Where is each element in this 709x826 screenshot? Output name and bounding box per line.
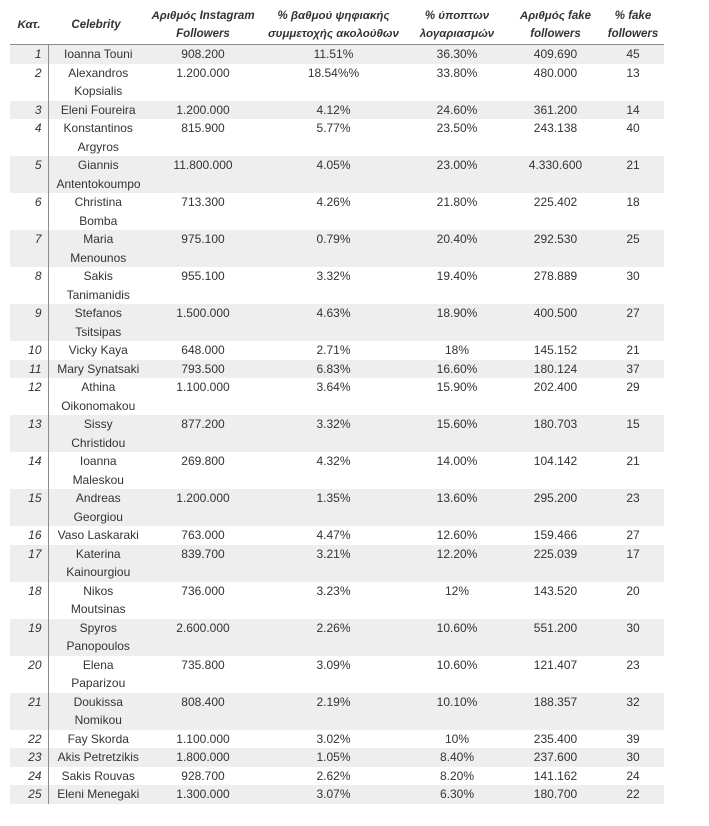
followers-cell: 735.800 [181, 657, 225, 672]
celebrity-cell: Konstantinos Argyros [63, 121, 133, 154]
fake-count-cell: 202.400 [533, 380, 578, 394]
fake-percent-cell: 30 [602, 619, 664, 656]
followers-cell: 1.500.000 [144, 304, 262, 341]
celebrity-cell: Giannis Antentokoumpo [48, 156, 144, 193]
fake-percent-cell: 21 [626, 454, 640, 468]
engagement-cell: 2.71% [316, 343, 351, 357]
followers-cell: 1.200.000 [144, 489, 262, 526]
fake-percent-cell: 25 [602, 230, 664, 267]
table-row [10, 45, 664, 64]
suspicious-cell: 23.50% [436, 121, 478, 135]
suspicious-cell: 12.60% [436, 528, 478, 542]
table-row [10, 119, 664, 156]
engagement-cell: 3.09% [316, 657, 351, 672]
fake-count-cell: 121.407 [533, 657, 578, 672]
suspicious-cell: 12% [444, 583, 470, 598]
fake-count-cell: 295.200 [509, 489, 602, 526]
table-row [10, 193, 664, 230]
celebrity-cell: Nikos Moutsinas [70, 583, 126, 616]
suspicious-cell: 8.40% [405, 748, 509, 767]
celebrity-cell: Stefanos Tsitsipas [48, 304, 144, 341]
table-row [10, 378, 664, 415]
table-body [10, 45, 664, 804]
followers-cell: 1.800.000 [144, 748, 262, 767]
suspicious-cell: 10.60% [436, 657, 478, 672]
celebrity-cell: Sakis Rouvas [61, 768, 135, 783]
suspicious-cell: 20.40% [405, 230, 509, 267]
suspicious-cell: 14.00% [436, 454, 478, 468]
header-fake-followers-count: Αριθμός fake followers [509, 6, 602, 45]
fake-percent-cell: 37 [602, 360, 664, 379]
suspicious-cell: 21.80% [436, 195, 478, 209]
followers-cell: 793.500 [144, 360, 262, 379]
table-row [10, 730, 664, 749]
followers-cell: 736.000 [181, 583, 225, 598]
fake-percent-cell: 45 [602, 45, 664, 64]
suspicious-cell: 15.60% [405, 415, 509, 452]
rank-cell: 13 [10, 415, 48, 452]
celebrity-cell: Katerina Kainourgiou [48, 545, 144, 582]
fake-percent-cell: 17 [602, 545, 664, 582]
table-row [10, 582, 664, 619]
header-row [10, 6, 664, 45]
followers-cell: 713.300 [181, 195, 225, 209]
table-row [10, 785, 664, 804]
table-row [10, 619, 664, 656]
suspicious-cell: 33.80% [436, 65, 478, 80]
engagement-cell: 3.32% [262, 415, 405, 452]
rank-cell: 16 [10, 526, 48, 545]
suspicious-cell: 16.60% [405, 360, 509, 379]
suspicious-cell: 6.30% [405, 785, 509, 804]
suspicious-cell: 12.20% [405, 545, 509, 582]
fake-count-cell: 143.520 [533, 583, 578, 598]
table-header [10, 6, 664, 45]
fake-count-cell: 292.530 [509, 230, 602, 267]
engagement-cell: 5.77% [316, 121, 351, 135]
fake-count-cell: 400.500 [509, 304, 602, 341]
table-row [10, 156, 664, 193]
celebrity-cell: Sissy Christidou [48, 415, 144, 452]
followers-cell: 1.200.000 [144, 101, 262, 120]
header-instagram-followers: Αριθμός Instagram Followers [144, 6, 262, 45]
fake-percent-cell: 39 [626, 731, 640, 746]
rank-cell: 14 [10, 452, 48, 489]
fake-count-cell: 180.700 [509, 785, 602, 804]
rank-cell: 22 [10, 730, 48, 749]
rank-cell: 5 [10, 156, 48, 193]
table-row [10, 748, 664, 767]
fake-count-cell: 225.402 [533, 195, 578, 209]
engagement-cell: 1.05% [262, 748, 405, 767]
table-row [10, 452, 664, 489]
followers-cell: 11.800.000 [144, 156, 262, 193]
suspicious-cell: 10.60% [405, 619, 509, 656]
followers-cell: 955.100 [181, 269, 225, 283]
fake-count-cell: 409.690 [509, 45, 602, 64]
rank-cell: 10 [10, 341, 48, 360]
followers-cell: 1.100.000 [176, 380, 230, 394]
rank-cell: 17 [10, 545, 48, 582]
followers-cell: 928.700 [181, 768, 225, 783]
fake-count-cell: 361.200 [509, 101, 602, 120]
rank-cell: 24 [10, 767, 48, 786]
followers-cell: 839.700 [144, 545, 262, 582]
fake-percent-cell: 32 [602, 693, 664, 730]
celebrity-cell: Spyros Panopoulos [48, 619, 144, 656]
suspicious-cell: 18% [444, 343, 470, 357]
rank-cell: 11 [10, 360, 48, 379]
engagement-cell: 2.19% [262, 693, 405, 730]
fake-count-cell: 225.039 [509, 545, 602, 582]
engagement-cell: 4.12% [262, 101, 405, 120]
table-row [10, 656, 664, 693]
fake-count-cell: 235.400 [533, 731, 578, 746]
rank-cell: 18 [10, 582, 48, 619]
followers-cell: 908.200 [144, 45, 262, 64]
celebrity-cell: Christina Bomba [74, 195, 122, 228]
rank-cell: 12 [10, 378, 48, 415]
followers-cell: 815.900 [181, 121, 225, 135]
fake-count-cell: 278.889 [533, 269, 578, 283]
fake-count-cell: 4.330.600 [509, 156, 602, 193]
fake-count-cell: 104.142 [533, 454, 578, 468]
fake-percent-cell: 40 [626, 121, 640, 135]
table-row [10, 545, 664, 582]
engagement-cell: 4.47% [316, 528, 351, 542]
suspicious-cell: 15.90% [436, 380, 478, 394]
header-celebrity: Celebrity [48, 6, 144, 45]
followers-cell: 648.000 [181, 343, 225, 357]
suspicious-cell: 8.20% [439, 768, 475, 783]
suspicious-cell: 19.40% [436, 269, 478, 283]
table-row [10, 304, 664, 341]
fake-count-cell: 551.200 [509, 619, 602, 656]
rank-cell: 7 [10, 230, 48, 267]
engagement-cell: 4.05% [262, 156, 405, 193]
suspicious-cell: 10% [444, 731, 470, 746]
celebrity-cell: Athina Oikonomakou [61, 380, 136, 413]
rank-cell: 20 [10, 656, 48, 693]
celebrity-cell: Ioanna Touni [48, 45, 144, 64]
table-row [10, 230, 664, 267]
fake-percent-cell: 27 [602, 304, 664, 341]
followers-cell: 1.100.000 [176, 731, 230, 746]
rank-cell: 1 [10, 45, 48, 64]
followers-cell: 1.300.000 [144, 785, 262, 804]
fake-percent-cell: 21 [602, 156, 664, 193]
fake-count-cell: 180.703 [509, 415, 602, 452]
rank-cell: 23 [10, 748, 48, 767]
engagement-cell: 6.83% [262, 360, 405, 379]
fake-count-cell: 159.466 [533, 528, 578, 542]
rank-cell: 15 [10, 489, 48, 526]
header-engagement-rate: % βαθμού ψηφιακής συμμετοχής ακολούθων [262, 6, 405, 45]
engagement-cell: 3.64% [316, 380, 351, 394]
header-rank: Κατ. [10, 6, 48, 45]
table-row [10, 64, 664, 101]
celebrity-cell: Akis Petretzikis [48, 748, 144, 767]
table-row [10, 489, 664, 526]
celebrity-cell: Andreas Georgiou [48, 489, 144, 526]
engagement-cell: 4.26% [316, 195, 351, 209]
followers-cell: 877.200 [144, 415, 262, 452]
suspicious-cell: 10.10% [405, 693, 509, 730]
suspicious-cell: 23.00% [405, 156, 509, 193]
fake-percent-cell: 13 [626, 65, 640, 80]
engagement-cell: 4.63% [262, 304, 405, 341]
celebrity-cell: Mary Synatsaki [48, 360, 144, 379]
fake-percent-cell: 18 [626, 195, 640, 209]
header-suspicious-accounts: % ύποπτων λογαριασμών [405, 6, 509, 45]
followers-cell: 975.100 [144, 230, 262, 267]
engagement-cell: 3.23% [316, 583, 351, 598]
engagement-cell: 18.54%% [307, 65, 360, 80]
engagement-cell: 1.35% [262, 489, 405, 526]
fake-percent-cell: 20 [626, 583, 640, 598]
fake-percent-cell: 27 [626, 528, 640, 542]
followers-cell: 2.600.000 [144, 619, 262, 656]
fake-count-cell: 237.600 [509, 748, 602, 767]
table-row [10, 693, 664, 730]
suspicious-cell: 13.60% [405, 489, 509, 526]
engagement-cell: 3.21% [262, 545, 405, 582]
fake-count-cell: 145.152 [533, 343, 578, 357]
celebrity-cell: Vaso Laskaraki [57, 528, 139, 542]
engagement-cell: 3.02% [316, 731, 351, 746]
engagement-cell: 2.62% [316, 768, 351, 783]
table-row [10, 341, 664, 360]
followers-cell: 1.200.000 [176, 65, 230, 80]
table-row [10, 526, 664, 545]
engagement-cell: 11.51% [262, 45, 405, 64]
celebrity-cell: Maria Menounos [48, 230, 144, 267]
header-fake-followers-percent: % fake followers [602, 6, 664, 45]
suspicious-cell: 24.60% [405, 101, 509, 120]
celebrity-cell: Alexandros Kopsialis [68, 65, 129, 98]
rank-cell: 8 [10, 267, 48, 304]
celebrity-cell: Doukissa Nomikou [48, 693, 144, 730]
table-row [10, 767, 664, 786]
suspicious-cell: 18.90% [405, 304, 509, 341]
rank-cell: 9 [10, 304, 48, 341]
fake-percent-cell: 15 [602, 415, 664, 452]
fake-percent-cell: 14 [602, 101, 664, 120]
fake-count-cell: 188.357 [509, 693, 602, 730]
fake-followers-table [10, 6, 664, 804]
table-row [10, 415, 664, 452]
rank-cell: 4 [10, 119, 48, 156]
celebrity-cell: Eleni Foureira [48, 101, 144, 120]
fake-count-cell: 243.138 [533, 121, 578, 135]
celebrity-cell: Ioanna Maleskou [72, 454, 124, 487]
rank-cell: 25 [10, 785, 48, 804]
fake-percent-cell: 23 [626, 657, 640, 672]
rank-cell: 21 [10, 693, 48, 730]
fake-percent-cell: 22 [602, 785, 664, 804]
engagement-cell: 3.07% [262, 785, 405, 804]
rank-cell: 19 [10, 619, 48, 656]
followers-cell: 269.800 [181, 454, 225, 468]
rank-cell: 6 [10, 193, 48, 230]
engagement-cell: 3.32% [316, 269, 351, 283]
fake-percent-cell: 21 [626, 343, 640, 357]
engagement-cell: 2.26% [262, 619, 405, 656]
fake-percent-cell: 23 [602, 489, 664, 526]
fake-percent-cell: 30 [626, 269, 640, 283]
fake-percent-cell: 29 [626, 380, 640, 394]
fake-count-cell: 180.124 [509, 360, 602, 379]
rank-cell: 2 [10, 64, 48, 101]
fake-percent-cell: 24 [626, 768, 640, 783]
table-row [10, 360, 664, 379]
rank-cell: 3 [10, 101, 48, 120]
fake-count-cell: 480.000 [533, 65, 578, 80]
followers-cell: 808.400 [144, 693, 262, 730]
celebrity-cell: Eleni Menegaki [48, 785, 144, 804]
engagement-cell: 4.32% [316, 454, 351, 468]
celebrity-cell: Fay Skorda [67, 731, 129, 746]
followers-cell: 763.000 [181, 528, 225, 542]
table-row [10, 101, 664, 120]
fake-count-cell: 141.162 [533, 768, 578, 783]
celebrity-cell: Elena Paparizou [71, 657, 126, 690]
suspicious-cell: 36.30% [405, 45, 509, 64]
table-row [10, 267, 664, 304]
celebrity-cell: Sakis Tanimanidis [66, 269, 130, 302]
celebrity-cell: Vicky Kaya [68, 343, 128, 357]
fake-percent-cell: 30 [602, 748, 664, 767]
engagement-cell: 0.79% [262, 230, 405, 267]
